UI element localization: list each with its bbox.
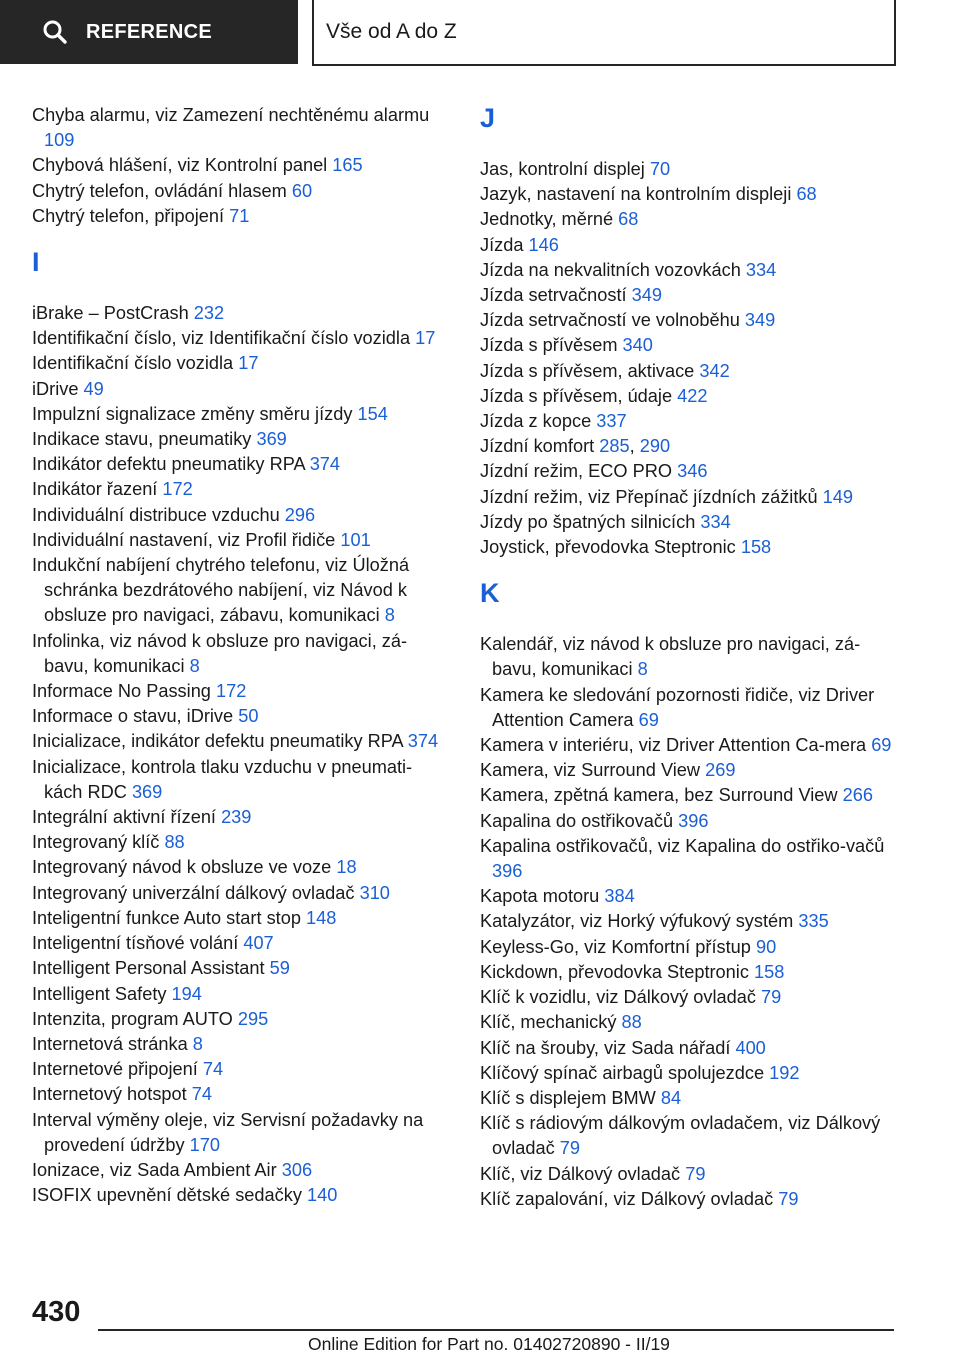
index-entry-text: Klíčový spínač airbagů spolujezdce [480, 1062, 765, 1083]
index-entry [32, 906, 442, 931]
page-reference-link[interactable]: 407 [243, 933, 274, 954]
page-reference-link[interactable]: 154 [357, 403, 388, 424]
page-reference-link[interactable]: 140 [307, 1185, 338, 1206]
index-entry [32, 103, 442, 153]
page-reference-link[interactable]: 369 [131, 781, 163, 802]
index-entry-text: Informace No Passing [32, 681, 211, 702]
edition-info: Online Edition for Part no. 01402720890 - II/19 [308, 1334, 670, 1354]
page-reference-link[interactable]: 349 [744, 310, 776, 331]
page-reference-link[interactable]: 400 [735, 1037, 766, 1058]
index-entry-text: Keyless-Go, viz Komfortní přístup [480, 936, 751, 957]
page-header [0, 0, 960, 66]
index-entry [480, 333, 900, 358]
page-reference-link[interactable]: 232 [193, 303, 225, 324]
index-entry [32, 402, 442, 427]
index-entry-text: Jízda s přívěsem [480, 335, 618, 356]
page-reference-link[interactable]: 422 [677, 385, 708, 406]
page-reference-link[interactable]: 146 [528, 234, 559, 255]
page-reference-link[interactable]: 90 [755, 936, 777, 957]
index-entry-text: Klíč na šrouby, viz Sada nářadí [480, 1037, 731, 1058]
index-entry-text: Jazyk, nastavení na kontrolním displeji [480, 184, 792, 205]
index-entry [480, 1010, 900, 1035]
index-entry [480, 384, 900, 409]
index-entry-text: Chybová hlášení, viz Kontrolní panel [32, 155, 328, 176]
index-entry-text: Chytrý telefon, ovládání hlasem [32, 180, 287, 201]
reference-tab[interactable] [0, 0, 298, 64]
page-reference-link[interactable]: 79 [778, 1188, 799, 1209]
page-reference-link[interactable]: 79 [559, 1138, 580, 1159]
index-entry [480, 733, 900, 758]
index-entry [480, 308, 900, 333]
index-entry-text: Kickdown, převodovka Steptronic [480, 961, 749, 982]
search-icon [42, 19, 68, 45]
index-entry [32, 805, 442, 830]
page-reference-link[interactable]: 239 [221, 807, 252, 828]
page-reference-link[interactable]: 49 [83, 378, 104, 399]
index-entry-text: Jízda s přívěsem, údaje [480, 385, 673, 406]
index-entry [32, 931, 442, 956]
index-entry [32, 553, 442, 629]
index-entry-text: Integrovaný klíč [32, 832, 160, 853]
index-entry [32, 704, 442, 729]
index-entry-text: Kamera v interiéru, viz Driver Attention Ca-mera [480, 735, 867, 756]
index-entry-text: Intelligent Personal Assistant [32, 958, 265, 979]
index-entry [32, 982, 442, 1007]
page-reference-link[interactable]: 172 [216, 681, 247, 702]
index-entry [32, 1082, 442, 1107]
index-entry-text: Chytrý telefon, připojení [32, 205, 225, 226]
index-entry [32, 477, 442, 502]
index-entry-text: ISOFIX upevnění dětské sedačky [32, 1185, 302, 1206]
index-entry: Jízdní komfort 285, 290 [480, 436, 671, 457]
index-entry [480, 258, 900, 283]
index-entry [32, 153, 442, 178]
index-entry-text: Jednotky, měrné [480, 209, 614, 230]
index-entry [480, 1111, 900, 1161]
page-reference-link[interactable]: 349 [631, 285, 662, 306]
page-reference-link[interactable]: 194 [171, 983, 202, 1004]
index-entry [32, 179, 442, 204]
page-reference-link[interactable]: 269 [705, 760, 736, 781]
index-entry-text: iDrive [32, 378, 79, 399]
index-entry [480, 359, 900, 384]
page-reference-link[interactable]: 69 [638, 709, 659, 730]
index-entry-text: Kamera, viz Surround View [480, 760, 701, 781]
page-reference-link[interactable]: 296 [284, 504, 316, 525]
index-entry [480, 909, 900, 934]
index-entry-text: Ionizace, viz Sada Ambient Air [32, 1159, 277, 1180]
index-entry [480, 935, 900, 960]
index-entry [32, 1007, 442, 1032]
index-entry [32, 881, 442, 906]
index-entry-text: Intelligent Safety [32, 983, 167, 1004]
index-entry [32, 503, 442, 528]
index-entry-text: Klíč, viz Dálkový ovladač [480, 1163, 681, 1184]
index-entry-text: iBrake – PostCrash [32, 303, 189, 324]
index-entry-text: Jas, kontrolní displej [480, 159, 645, 179]
index-entry [480, 1036, 900, 1061]
page-number: 430 [32, 1296, 81, 1328]
page-reference-link[interactable]: 8 [384, 605, 395, 626]
page-reference-link[interactable]: 172 [162, 479, 193, 500]
page-reference-link[interactable]: 346 [677, 461, 708, 482]
index-entry-text: Klíč zapalování, viz Dálkový ovladač [480, 1188, 774, 1209]
page-reference-link[interactable]: 74 [202, 1059, 224, 1080]
page-reference-link[interactable]: 306 [281, 1159, 313, 1180]
index-entry-text: Kamera ke sledování pozornosti řidiče, viz Driver Attention Camera [480, 684, 875, 730]
index-entry-text: Inteligentní tísňové volání [32, 933, 239, 954]
page-reference-link[interactable]: 310 [359, 882, 390, 903]
index-entry-text: Klíč k vozidlu, viz Dálkový ovladač [480, 987, 756, 1008]
index-entry [32, 528, 442, 553]
index-entry [480, 157, 900, 182]
chapter-title: Vše od A do Z [326, 20, 457, 43]
page-reference-link[interactable]: 60 [291, 180, 313, 201]
page-reference-link[interactable]: 334 [745, 259, 777, 280]
index-entry-text: Informace o stavu, iDrive [32, 706, 234, 727]
page-reference-link[interactable]: 149 [822, 486, 854, 507]
index-entry [32, 679, 442, 704]
index-letter-heading: K [480, 578, 500, 609]
index-entry-text: Indikátor defektu pneumatiky RPA [32, 454, 305, 475]
index-entry [32, 1108, 442, 1158]
index-entry [480, 683, 900, 733]
index-entry [480, 182, 900, 207]
page-reference-link[interactable]: 384 [604, 886, 635, 907]
index-entry [480, 985, 900, 1010]
index-entry-text: Jízdní komfort [480, 436, 595, 457]
index-entry [32, 427, 442, 452]
page-reference-link[interactable]: 396 [678, 810, 709, 831]
chapter-tab[interactable] [312, 0, 896, 66]
index-entry-text: Jízda setrvačností ve volnoběhu [480, 310, 740, 331]
index-entry-text: Infolinka, viz návod k obsluze pro navigaci, zá-bavu, komunikaci [32, 630, 408, 676]
index-entry-text: Inicializace, kontrola tlaku vzduchu v pneumati-kách RDC [32, 756, 413, 802]
index-entry-text: Jízdní režim, viz Přepínač jízdních zážitků [480, 486, 818, 507]
index-entry-text: Interval výměny oleje, viz Servisní požadavky na provedení údržby [32, 1109, 424, 1155]
index-entry-text: Kamera, zpětná kamera, bez Surround View [480, 785, 838, 806]
index-entry-text: Indikátor řazení [32, 479, 158, 500]
page-reference-link[interactable]: 79 [685, 1163, 706, 1184]
page-reference-link[interactable]: 8 [637, 659, 648, 680]
index-entry-text: Klíč, mechanický [480, 1012, 617, 1033]
index-entry [480, 1162, 900, 1187]
index-entry [480, 207, 900, 232]
page-reference-link[interactable]: 165 [332, 155, 363, 176]
index-entry [32, 1057, 442, 1082]
page-reference-link[interactable]: 170 [189, 1134, 220, 1155]
index-entry-text: Jízda z kopce [480, 411, 592, 432]
index-entry-text: Jízda setrvačností [480, 285, 627, 306]
index-entry-text: Individuální nastavení, viz Profil řidiče [32, 529, 336, 550]
index-entry [32, 1032, 442, 1057]
index-entry [32, 326, 442, 351]
page-reference-link[interactable]: 158 [753, 961, 785, 982]
index-entry-text: Jízdní režim, ECO PRO [480, 461, 673, 482]
index-entry [32, 729, 442, 754]
index-entry-text: Inicializace, indikátor defektu pneumatiky RPA [32, 731, 403, 752]
page-reference-link[interactable]: 374 [407, 731, 439, 752]
index-entry [480, 233, 900, 258]
index-entry-text: Individuální distribuce vzduchu [32, 504, 280, 525]
index-entry [480, 409, 900, 434]
index-entry [480, 809, 900, 834]
index-entry [480, 1061, 900, 1086]
page-reference-link[interactable]: 8 [189, 655, 200, 676]
index-entry-text: Katalyzátor, viz Horký výfukový systém [480, 911, 794, 932]
index-entry-text: Kalendář, viz návod k obsluze pro navigaci, zá-bavu, komunikaci [480, 634, 861, 680]
index-entry [32, 755, 442, 805]
index-entry-text: Impulzní signalizace změny směru jízdy [32, 403, 353, 424]
index-entry-text: Integrální aktivní řízení [32, 807, 216, 828]
index-entry-text: Inteligentní funkce Auto start stop [32, 907, 301, 928]
page-reference-link[interactable]: 17 [238, 353, 259, 374]
index-entry-text: Jízda [480, 234, 524, 255]
page-reference-link[interactable]: 369 [256, 429, 287, 450]
index-entry-text: Integrovaný návod k obsluze ve voze [32, 857, 332, 878]
page-reference-link[interactable]: 334 [700, 511, 731, 532]
footer-divider [98, 1329, 894, 1331]
page-reference-link[interactable]: 68 [796, 184, 817, 205]
index-entry [32, 452, 442, 477]
page-reference-link[interactable]: 70 [649, 159, 671, 179]
page-reference-link[interactable]: 8 [192, 1033, 203, 1054]
page-reference-link[interactable]: 295 [237, 1008, 269, 1029]
index-letter-heading: J [480, 103, 496, 133]
index-entry-text: Joystick, převodovka Steptronic [480, 537, 736, 558]
index-entry [32, 204, 442, 229]
page-reference-link[interactable]: 101 [340, 529, 371, 550]
index-entry [480, 510, 900, 535]
index-entry-text: Indikace stavu, pneumatiky [32, 429, 252, 450]
page-reference-link[interactable]: 396 [492, 861, 523, 882]
index-entry [480, 960, 900, 985]
page-reference-link[interactable]: 59 [269, 958, 290, 979]
index-entry [480, 459, 900, 484]
index-entry-text: Internetová stránka [32, 1033, 188, 1054]
page-reference-link[interactable]: 337 [596, 411, 627, 432]
index-entry-text: Kapalina ostřikovačů, viz Kapalina do ostřiko-vačů [480, 835, 885, 856]
page-reference-link[interactable]: 69 [871, 735, 892, 756]
index-entry-text: Kapota motoru [480, 886, 600, 907]
index-entry [480, 834, 900, 884]
index-entry [480, 1187, 900, 1212]
index-entry-text: Jízda na nekvalitních vozovkách [480, 259, 741, 280]
index-entry [480, 884, 900, 909]
index-entry [32, 956, 442, 981]
index-column-left [32, 103, 442, 1208]
page-reference-link[interactable]: 158 [740, 537, 772, 558]
page-reference-link[interactable]: 88 [164, 832, 185, 853]
index-column-right [480, 103, 900, 1212]
index-entry [480, 283, 900, 308]
index-entry [480, 632, 900, 682]
index-entry [32, 1183, 442, 1208]
index-entry-text: Intenzita, program AUTO [32, 1008, 233, 1029]
index-entry [480, 783, 900, 808]
index-entry-text: Chyba alarmu, viz Zamezení nechtěnému alarmu [32, 105, 430, 125]
index-entry-text: Internetový hotspot [32, 1084, 187, 1105]
index-entry [480, 758, 900, 783]
page-reference-link[interactable]: 148 [306, 907, 337, 928]
index-entry-text: Klíč s rádiovým dálkovým ovladačem, viz Dálkový ovladač [480, 1113, 881, 1159]
index-entry-text: Identifikační číslo, viz Identifikační číslo vozidla [32, 328, 411, 349]
index-entry [480, 535, 900, 560]
index-entry-text: Jízdy po špatných silnicích [480, 511, 696, 532]
index-entry [32, 830, 442, 855]
index-entry-text: Klíč s displejem BMW [480, 1087, 656, 1108]
page-reference-link[interactable]: 340 [622, 335, 653, 356]
index-entry-text: Kapalina do ostřikovačů [480, 810, 674, 831]
page-reference-link[interactable]: 335 [798, 911, 829, 932]
index-entry [32, 301, 442, 326]
index-entry-text: Identifikační číslo vozidla [32, 353, 234, 374]
page-reference-link[interactable]: 88 [621, 1012, 642, 1033]
index-entry [32, 855, 442, 880]
page-reference-link[interactable]: 84 [660, 1087, 682, 1108]
page-reference-link[interactable]: 266 [842, 785, 873, 806]
index-entry [480, 1086, 900, 1111]
page-reference-link[interactable]: 109 [44, 130, 75, 151]
index-entry-text: Integrovaný univerzální dálkový ovladač [32, 882, 355, 903]
reference-label: REFERENCE [86, 20, 213, 43]
page-reference-link[interactable]: 18 [336, 857, 357, 878]
page-reference-link[interactable]: 74 [191, 1084, 212, 1105]
index-letter-heading: I [32, 247, 40, 278]
page-reference-link[interactable]: 79 [761, 987, 782, 1008]
index-entry-text: Indukční nabíjení chytrého telefonu, viz Úložná schránka bezdrátového nabíjení, viz Návod k obsluze pro navigaci, zábavu, komunikaci [32, 555, 410, 626]
page-reference-link[interactable]: 50 [238, 706, 259, 727]
index-entry-text: Jízda s přívěsem, aktivace [480, 360, 695, 381]
page-reference-link[interactable]: 68 [618, 209, 639, 230]
page-reference-link[interactable]: 290 [639, 436, 671, 457]
page-reference-link[interactable]: 374 [309, 454, 341, 475]
page-reference-link[interactable]: 17 [415, 328, 436, 349]
index-entry-text: Internetové připojení [32, 1059, 198, 1080]
index-entry [32, 1158, 442, 1183]
page-reference-link[interactable]: 192 [769, 1062, 800, 1083]
index-entry [32, 629, 442, 679]
page-reference-link[interactable]: 285 [599, 436, 630, 457]
index-entry [480, 485, 900, 510]
index-entry [32, 377, 442, 402]
page-reference-link[interactable]: 342 [699, 360, 730, 381]
page-reference-link[interactable]: 71 [229, 205, 250, 226]
index-entry [32, 351, 442, 376]
